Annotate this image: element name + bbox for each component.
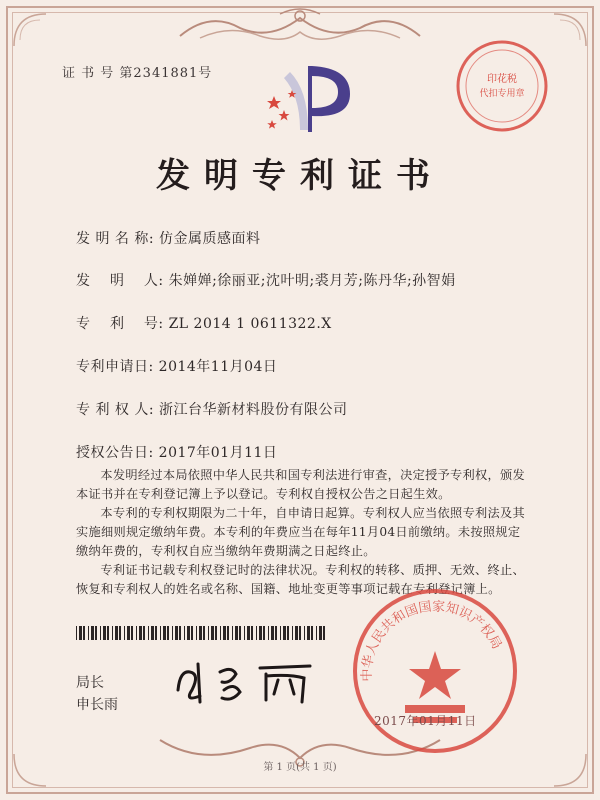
barcode-bar [259, 626, 262, 640]
barcode-bar [211, 626, 214, 640]
barcode-bar [79, 626, 82, 640]
barcode-bar [292, 626, 293, 640]
seal-date: 2017年01月11日 [374, 714, 477, 728]
corner-ornament [10, 10, 50, 50]
barcode-bar [196, 626, 197, 640]
patent-number-label: 专 利 号: [76, 316, 164, 332]
barcode-bar [295, 626, 298, 640]
director-title: 局长 [76, 675, 104, 691]
barcode-bar [232, 626, 233, 640]
barcode-bar [256, 626, 257, 640]
page-number: 第 1 页(共 1 页) [263, 762, 337, 773]
barcode-bar [136, 626, 137, 640]
tax-seal-stamp [452, 36, 552, 136]
patent-number-value: ZL 2014 1 0611322.X [168, 316, 332, 332]
body-paragraph: 本专利的专利权期限为二十年，自申请日起算。专利权人应当依照专利法及其实施细则规定缴纳年费。本专利的年费应当在每年11月04日前缴纳。未按照规定缴纳年费的，专利权自应当缴纳年费期满之日起终止。 [76, 506, 525, 558]
barcode-bar [127, 626, 130, 640]
barcode-bar [199, 626, 202, 640]
barcode-bar [184, 626, 185, 640]
barcode-bar [148, 626, 149, 640]
official-seal-stamp [350, 586, 520, 756]
patent-number-row [76, 313, 332, 333]
application-date-value: 2014年11月04日 [158, 359, 278, 375]
patent-office-logo [260, 60, 360, 140]
barcode-bar [112, 626, 113, 640]
barcode-bar [172, 626, 173, 640]
application-date-label: 专利申请日: [76, 359, 154, 375]
barcode-bar [235, 626, 238, 640]
body-paragraph: 本发明经过本局依照中华人民共和国专利法进行审查，决定授予专利权，颁发本证书并在专利登记簿上予以登记。专利权自授权公告之日起生效。 [76, 468, 525, 501]
barcode-bar [275, 626, 277, 640]
barcode-bar [283, 626, 286, 640]
body-paragraph: 专利证书记载专利权登记时的法律状况。专利权的转移、质押、无效、终止、恢复和专利权人的姓名或名称、国籍、地址变更等事项记载在专利登记簿上。 [76, 563, 525, 596]
grant-date-row [76, 442, 277, 462]
top-ornament [170, 6, 430, 46]
svg-text:代扣专用章: 代扣专用章 [479, 89, 525, 99]
barcode-bar [95, 626, 97, 640]
barcode-bar [287, 626, 289, 640]
barcode-bar [307, 626, 310, 640]
barcode-bar [208, 626, 209, 640]
patentee-row [76, 399, 348, 419]
grant-date-value: 2017年01月11日 [158, 445, 278, 461]
invention-name-label: 发 明 名 称: [76, 231, 155, 247]
barcode-bar [311, 626, 313, 640]
barcode-bar [323, 626, 325, 640]
barcode-bar [220, 626, 221, 640]
application-date-row [76, 356, 277, 376]
barcode-bar [160, 626, 161, 640]
barcode-bar [263, 626, 265, 640]
certificate-number: 证 书 号 第2341881号 [62, 66, 213, 81]
patentee-value: 浙江台华新材料股份有限公司 [159, 402, 348, 418]
barcode-bar [83, 626, 85, 640]
corner-ornament [550, 10, 590, 50]
barcode-bar [239, 626, 241, 640]
barcode-bar [163, 626, 166, 640]
barcode-bar [316, 626, 317, 640]
barcode-bar [304, 626, 305, 640]
barcode-bar [280, 626, 281, 640]
barcode-bar [100, 626, 101, 640]
certificate-body [76, 466, 528, 599]
invention-name-row [76, 228, 261, 248]
barcode-bar [179, 626, 181, 640]
svg-text:印花税: 印花税 [487, 74, 517, 85]
barcode-bar [76, 626, 77, 640]
barcode-bar [175, 626, 178, 640]
barcode-bar [268, 626, 269, 640]
director-name: 申长雨 [76, 697, 118, 713]
barcode-bar [88, 626, 89, 640]
barcode-bar [124, 626, 125, 640]
barcode-bar [271, 626, 274, 640]
barcode-bar [247, 626, 250, 640]
grant-date-label: 授权公告日: [76, 445, 154, 461]
barcode-bar [91, 626, 94, 640]
barcode-bar [143, 626, 145, 640]
barcode-bar [119, 626, 121, 640]
page-title: 发明专利证书 [156, 156, 444, 196]
barcode-bar [167, 626, 169, 640]
seal-ring-text: 中华人民共和国国家知识产权局 [359, 599, 505, 682]
barcode-bar [107, 626, 109, 640]
barcode-bar [151, 626, 154, 640]
barcode-bar [187, 626, 190, 640]
inventors-row [76, 270, 456, 290]
director-signature [170, 650, 320, 710]
barcode-bar [227, 626, 229, 640]
barcode-bar [244, 626, 245, 640]
barcode [76, 626, 326, 640]
barcode-bar [251, 626, 253, 640]
invention-name-value: 仿金属质感面料 [159, 231, 261, 247]
barcode-bar [131, 626, 133, 640]
inventors-label: 发 明 人: [76, 273, 164, 289]
barcode-bar [155, 626, 157, 640]
barcode-bar [103, 626, 106, 640]
barcode-bar [139, 626, 142, 640]
barcode-bar [215, 626, 217, 640]
inventors-value: 朱婵婵;徐丽亚;沈叶明;裘月芳;陈丹华;孙智娟 [168, 273, 456, 289]
barcode-bar [319, 626, 322, 640]
barcode-bar [299, 626, 301, 640]
patentee-label: 专 利 权 人: [76, 402, 155, 418]
barcode-bar [203, 626, 205, 640]
barcode-bar [115, 626, 118, 640]
barcode-bar [191, 626, 193, 640]
barcode-bar [223, 626, 226, 640]
